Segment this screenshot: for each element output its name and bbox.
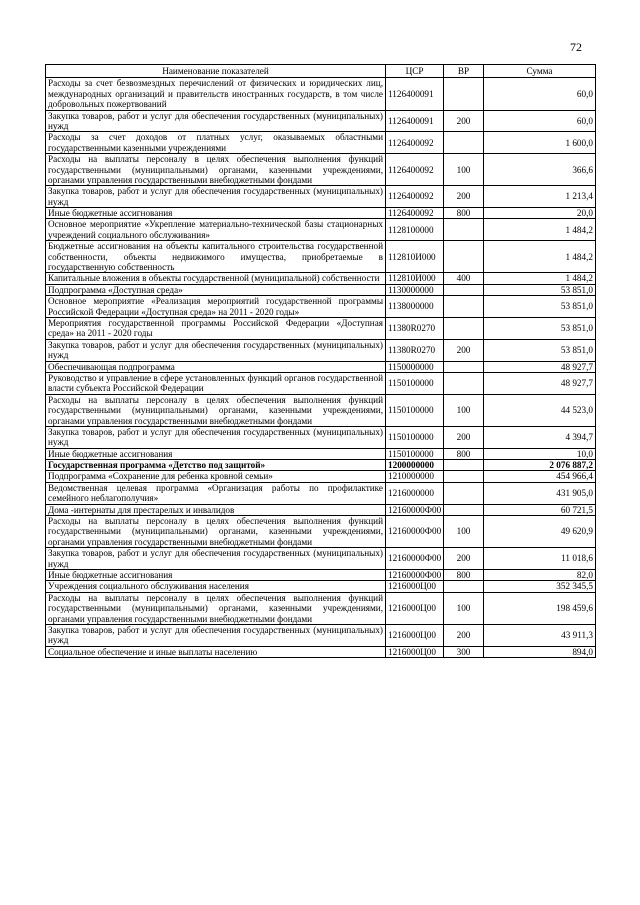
cell-sum: 1 484,2 xyxy=(484,273,596,284)
column-header-sum: Сумма xyxy=(484,65,596,78)
cell-csr: 11380R0270 xyxy=(386,339,444,361)
cell-name: Бюджетные ассигнования на объекты капитального строительства государственной собственности, объекты недвижимого имущества, приобретаемые в государственную собственность xyxy=(46,241,386,273)
cell-name: Руководство и управление в сфере установленных функций органов государственной власти субъекта Российской Федерации xyxy=(46,372,386,394)
cell-name: Социальное обеспечение и иные выплаты населению xyxy=(46,646,386,657)
table-row xyxy=(46,624,596,646)
cell-vr xyxy=(444,372,484,394)
table-row xyxy=(46,460,596,471)
cell-name: Мероприятия государственной программы Российской Федерации «Доступная среда» на 2011 - 2020 годы xyxy=(46,317,386,339)
cell-sum: 10,0 xyxy=(484,448,596,459)
cell-name: Основное мероприятие «Реализация мероприятий государственной программы Российской Федерации «Доступная среда» на 2011 - 2020 годы» xyxy=(46,296,386,318)
cell-vr xyxy=(444,78,484,110)
cell-sum: 366,6 xyxy=(484,154,596,186)
cell-csr: 1216000Ц00 xyxy=(386,624,444,646)
cell-csr: 1150100000 xyxy=(386,372,444,394)
cell-sum: 1 600,0 xyxy=(484,132,596,154)
cell-sum: 60,0 xyxy=(484,78,596,110)
table-row xyxy=(46,504,596,515)
cell-csr: 1200000000 xyxy=(386,460,444,471)
cell-name: Подпрограмма «Сохранение для ребенка кровной семьи» xyxy=(46,471,386,482)
cell-name: Закупка товаров, работ и услуг для обеспечения государственных (муниципальных) нужд xyxy=(46,426,386,448)
cell-sum: 53 851,0 xyxy=(484,296,596,318)
cell-sum: 4 394,7 xyxy=(484,426,596,448)
cell-name: Ведомственная целевая программа «Организация работы по профилактике семейного неблагополучия» xyxy=(46,482,386,504)
cell-csr: 11380R0270 xyxy=(386,317,444,339)
cell-csr: 112810И000 xyxy=(386,273,444,284)
table-row xyxy=(46,78,596,110)
cell-csr: 1216000Ц00 xyxy=(386,646,444,657)
cell-csr: 112810И000 xyxy=(386,241,444,273)
cell-name: Капитальные вложения в объекты государственной (муниципальной) собственности xyxy=(46,273,386,284)
cell-csr: 12160000Ф00 xyxy=(386,504,444,515)
table-row xyxy=(46,110,596,132)
cell-name: Учреждения социального обслуживания населения xyxy=(46,581,386,592)
cell-vr xyxy=(444,482,484,504)
cell-csr: 1126400091 xyxy=(386,110,444,132)
cell-csr: 1126400092 xyxy=(386,186,444,208)
cell-csr: 1150000000 xyxy=(386,361,444,372)
cell-vr xyxy=(444,296,484,318)
cell-name: Расходы за счет доходов от платных услуг, оказываемых областными государственными казенными учреждениями xyxy=(46,132,386,154)
cell-csr: 1130000000 xyxy=(386,284,444,295)
cell-vr xyxy=(444,361,484,372)
cell-vr: 200 xyxy=(444,624,484,646)
cell-sum: 48 927,7 xyxy=(484,372,596,394)
cell-vr xyxy=(444,504,484,515)
cell-name: Расходы на выплаты персоналу в целях обеспечения выполнения функций государственными (муниципальными) органами, казенными учреждениями, органами управления государственными внебюджетными фондами xyxy=(46,154,386,186)
cell-vr: 800 xyxy=(444,448,484,459)
table-row xyxy=(46,581,596,592)
cell-vr: 200 xyxy=(444,548,484,570)
table-row xyxy=(46,361,596,372)
cell-vr: 200 xyxy=(444,186,484,208)
cell-sum: 82,0 xyxy=(484,569,596,580)
cell-sum: 53 851,0 xyxy=(484,339,596,361)
table-row xyxy=(46,592,596,624)
cell-name: Расходы на выплаты персоналу в целях обеспечения выполнения функций государственными (муниципальными) органами, казенными учреждениями, органами управления государственными внебюджетными фондами xyxy=(46,516,386,548)
cell-name: Иные бюджетные ассигнования xyxy=(46,208,386,219)
cell-sum: 1 213,4 xyxy=(484,186,596,208)
cell-csr: 1150100000 xyxy=(386,448,444,459)
cell-name: Иные бюджетные ассигнования xyxy=(46,569,386,580)
cell-csr: 1126400092 xyxy=(386,154,444,186)
column-header-csr: ЦСР xyxy=(386,65,444,78)
cell-vr: 200 xyxy=(444,339,484,361)
cell-csr: 1150100000 xyxy=(386,426,444,448)
table-row xyxy=(46,448,596,459)
cell-sum: 2 076 887,2 xyxy=(484,460,596,471)
cell-csr: 1210000000 xyxy=(386,471,444,482)
cell-csr: 1126400092 xyxy=(386,208,444,219)
cell-sum: 1 484,2 xyxy=(484,241,596,273)
table-body xyxy=(46,78,596,658)
cell-csr: 1150100000 xyxy=(386,394,444,426)
cell-name: Закупка товаров, работ и услуг для обеспечения государственных (муниципальных) нужд xyxy=(46,186,386,208)
cell-name: Расходы за счет безвозмездных перечислений от физических и юридических лиц, международных организаций и правительств иностранных государств, в том числе добровольных пожертвований xyxy=(46,78,386,110)
cell-sum: 53 851,0 xyxy=(484,284,596,295)
cell-csr: 1128100000 xyxy=(386,219,444,241)
cell-name: Государственная программа «Детство под защитой» xyxy=(46,460,386,471)
page-number: 72 xyxy=(570,40,582,54)
cell-name: Закупка товаров, работ и услуг для обеспечения государственных (муниципальных) нужд xyxy=(46,548,386,570)
cell-name: Иные бюджетные ассигнования xyxy=(46,448,386,459)
cell-vr xyxy=(444,241,484,273)
cell-csr: 1138000000 xyxy=(386,296,444,318)
cell-name: Подпрограмма «Доступная среда» xyxy=(46,284,386,295)
budget-table xyxy=(45,64,596,658)
cell-vr: 100 xyxy=(444,394,484,426)
table-row xyxy=(46,471,596,482)
cell-vr xyxy=(444,460,484,471)
cell-vr xyxy=(444,132,484,154)
table-row xyxy=(46,646,596,657)
cell-vr: 100 xyxy=(444,592,484,624)
table-header-row xyxy=(46,65,596,78)
table-row xyxy=(46,372,596,394)
cell-vr: 100 xyxy=(444,154,484,186)
cell-vr xyxy=(444,219,484,241)
cell-vr: 800 xyxy=(444,569,484,580)
table-row xyxy=(46,516,596,548)
table-row xyxy=(46,241,596,273)
table-row xyxy=(46,284,596,295)
table-row xyxy=(46,154,596,186)
cell-sum: 60,0 xyxy=(484,110,596,132)
cell-name: Расходы на выплаты персоналу в целях обеспечения выполнения функций государственными (муниципальными) органами, казенными учреждениями, органами управления государственными внебюджетными фондами xyxy=(46,394,386,426)
cell-vr: 200 xyxy=(444,426,484,448)
column-header-name: Наименование показателей xyxy=(46,65,386,78)
cell-sum: 454 966,4 xyxy=(484,471,596,482)
cell-vr xyxy=(444,284,484,295)
cell-csr: 1126400092 xyxy=(386,132,444,154)
table-row xyxy=(46,426,596,448)
cell-csr: 1126400091 xyxy=(386,78,444,110)
table-row xyxy=(46,132,596,154)
table-row xyxy=(46,339,596,361)
cell-csr: 1216000Ц00 xyxy=(386,581,444,592)
table-row xyxy=(46,394,596,426)
cell-sum: 431 905,0 xyxy=(484,482,596,504)
cell-sum: 894,0 xyxy=(484,646,596,657)
cell-sum: 48 927,7 xyxy=(484,361,596,372)
cell-sum: 49 620,9 xyxy=(484,516,596,548)
cell-sum: 44 523,0 xyxy=(484,394,596,426)
table-row xyxy=(46,317,596,339)
cell-name: Дома -интернаты для престарелых и инвалидов xyxy=(46,504,386,515)
cell-csr: 1216000000 xyxy=(386,482,444,504)
cell-sum: 11 018,6 xyxy=(484,548,596,570)
cell-csr: 12160000Ф00 xyxy=(386,569,444,580)
cell-vr xyxy=(444,471,484,482)
cell-name: Закупка товаров, работ и услуг для обеспечения государственных (муниципальных) нужд xyxy=(46,624,386,646)
cell-sum: 43 911,3 xyxy=(484,624,596,646)
cell-sum: 352 345,5 xyxy=(484,581,596,592)
cell-vr xyxy=(444,581,484,592)
cell-sum: 198 459,6 xyxy=(484,592,596,624)
table-row xyxy=(46,296,596,318)
cell-name: Закупка товаров, работ и услуг для обеспечения государственных (муниципальных) нужд xyxy=(46,339,386,361)
table-row xyxy=(46,569,596,580)
column-header-vr: ВР xyxy=(444,65,484,78)
cell-name: Закупка товаров, работ и услуг для обеспечения государственных (муниципальных) нужд xyxy=(46,110,386,132)
table-row xyxy=(46,548,596,570)
table-row xyxy=(46,208,596,219)
table-row xyxy=(46,482,596,504)
cell-sum: 1 484,2 xyxy=(484,219,596,241)
cell-csr: 12160000Ф00 xyxy=(386,516,444,548)
cell-vr: 200 xyxy=(444,110,484,132)
cell-vr xyxy=(444,317,484,339)
table-row xyxy=(46,186,596,208)
cell-sum: 53 851,0 xyxy=(484,317,596,339)
cell-vr: 800 xyxy=(444,208,484,219)
cell-sum: 60 721,5 xyxy=(484,504,596,515)
cell-name: Основное мероприятие «Укрепление материально-технической базы стационарных учреждений социального обслуживания» xyxy=(46,219,386,241)
cell-vr: 300 xyxy=(444,646,484,657)
cell-name: Обеспечивающая подпрограмма xyxy=(46,361,386,372)
table-row xyxy=(46,219,596,241)
table-row xyxy=(46,273,596,284)
cell-vr: 100 xyxy=(444,516,484,548)
cell-csr: 1216000Ц00 xyxy=(386,592,444,624)
cell-csr: 12160000Ф00 xyxy=(386,548,444,570)
cell-name: Расходы на выплаты персоналу в целях обеспечения выполнения функций государственными (муниципальными) органами, казенными учреждениями, органами управления государственными внебюджетными фондами xyxy=(46,592,386,624)
cell-vr: 400 xyxy=(444,273,484,284)
cell-sum: 20,0 xyxy=(484,208,596,219)
